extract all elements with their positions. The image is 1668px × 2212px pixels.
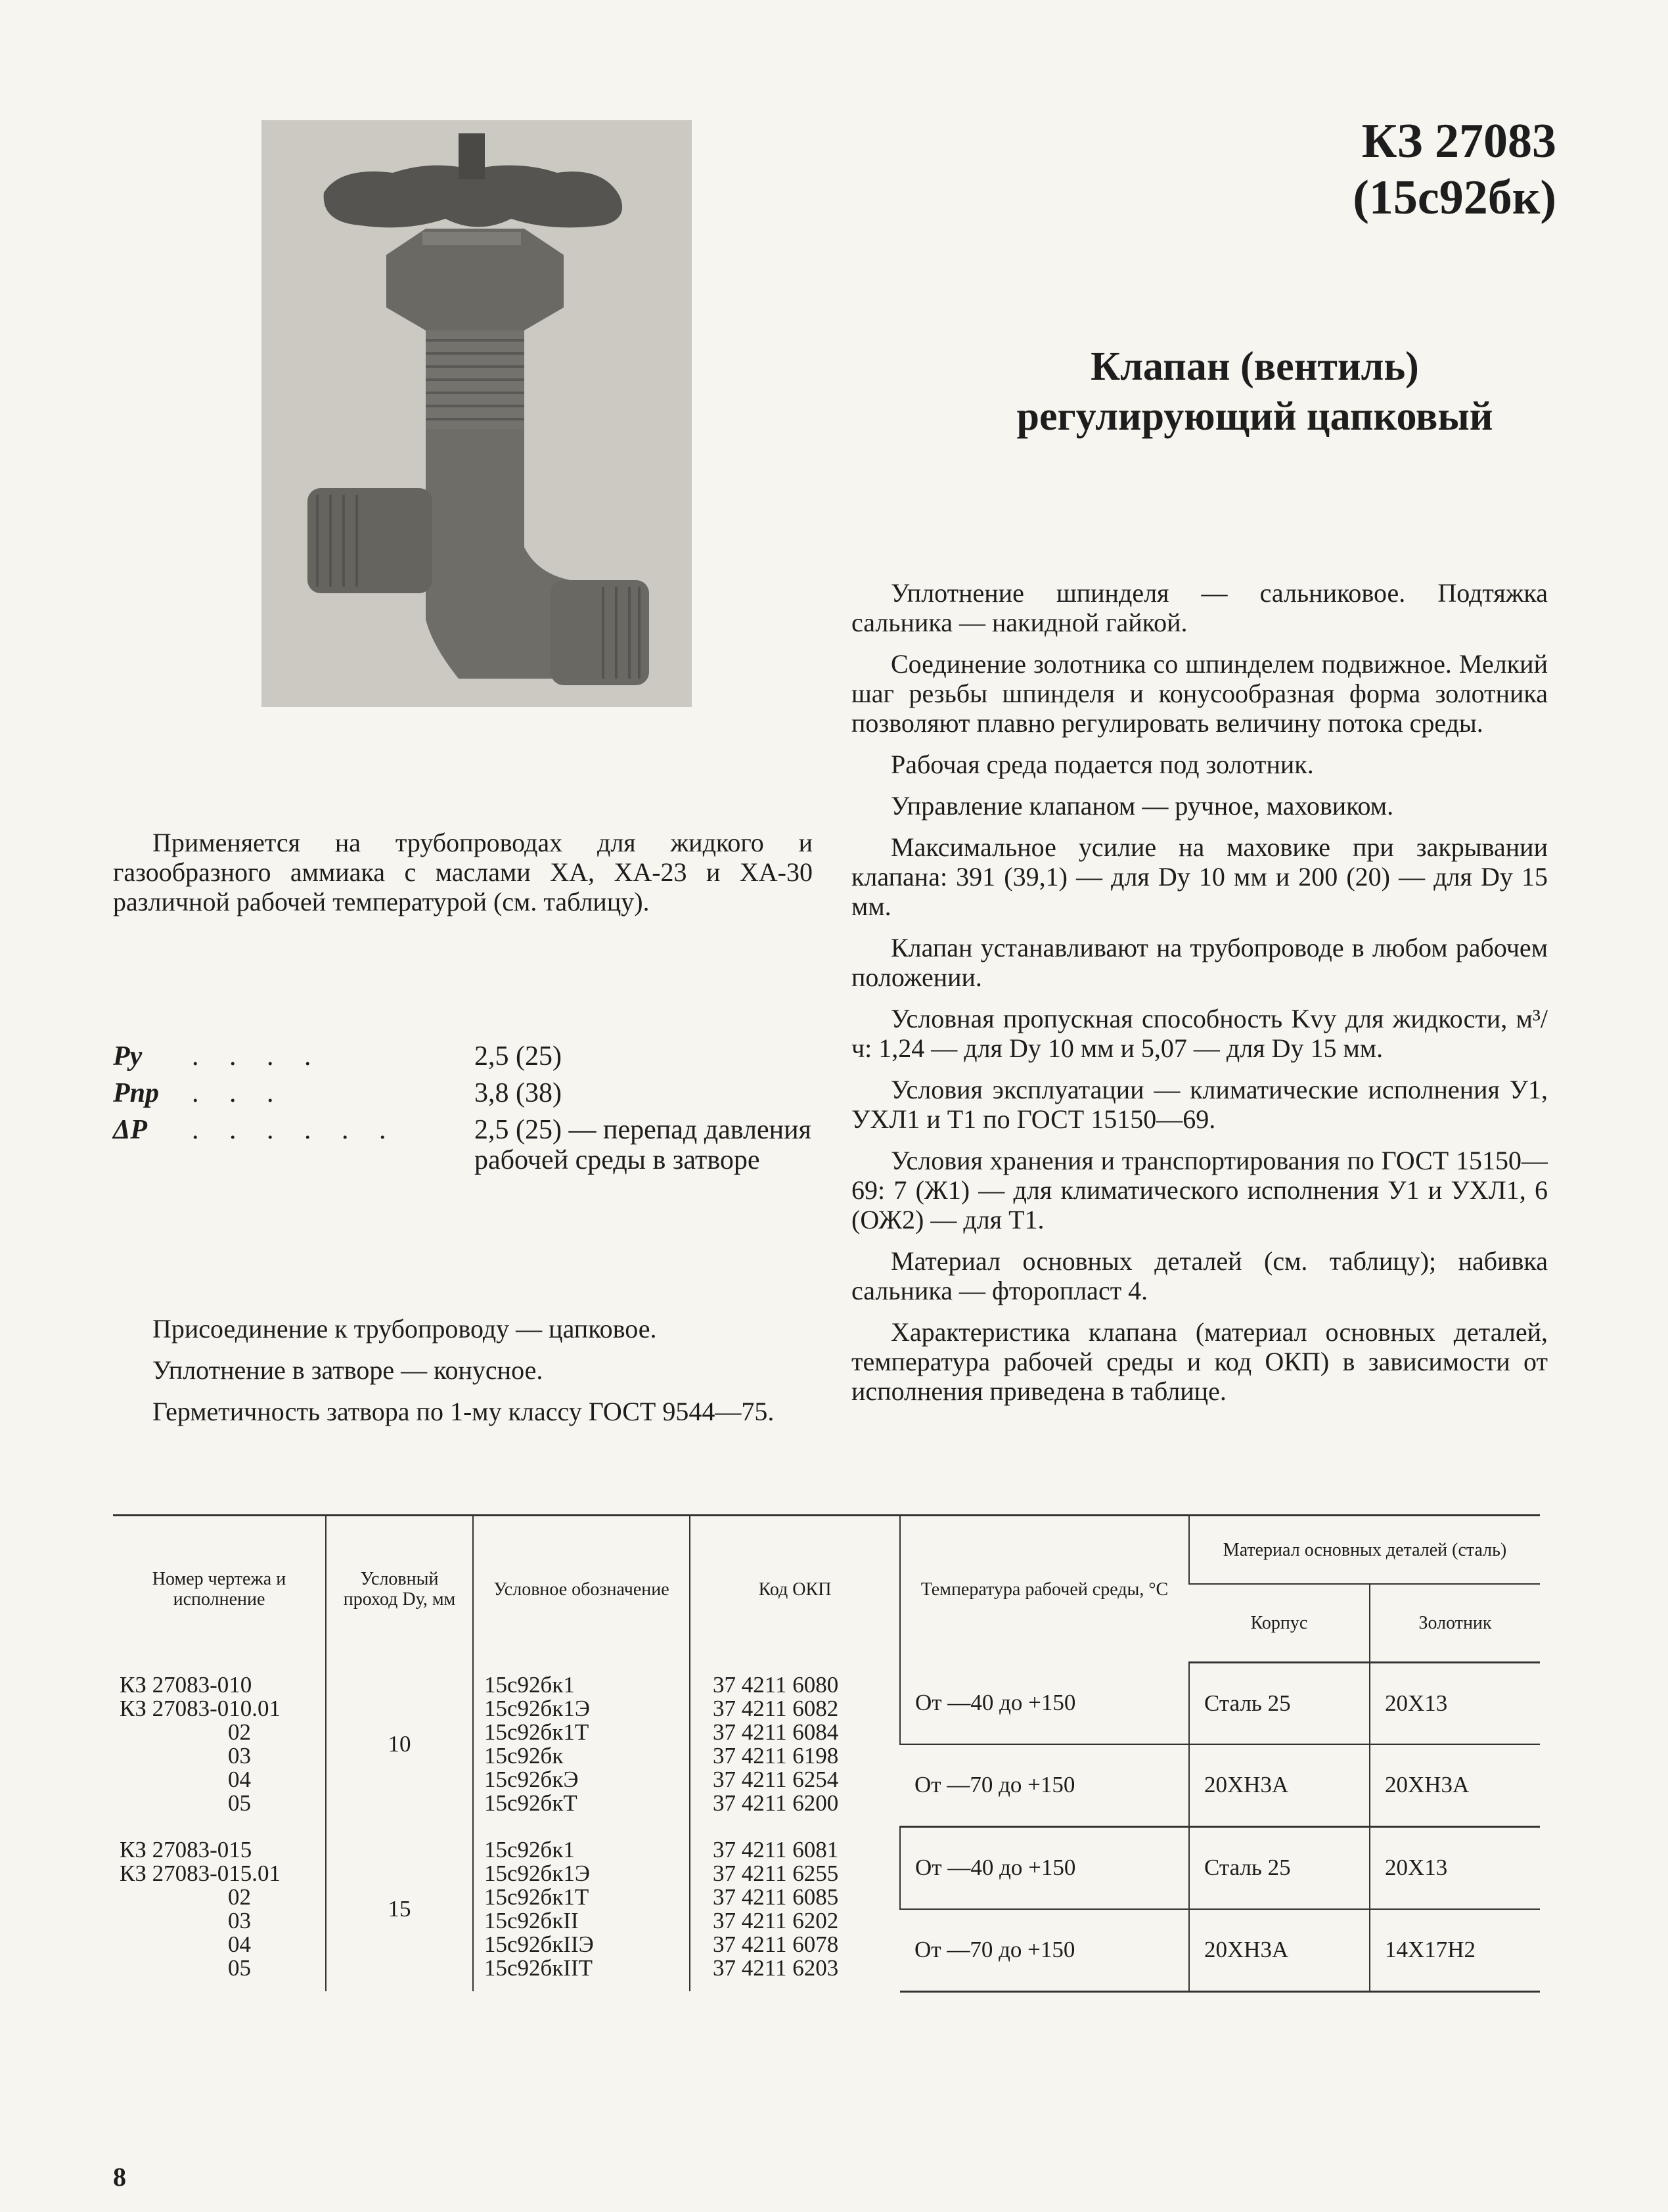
okp-code: 37 4211 6078	[713, 1931, 839, 1957]
designation: 15с92бкЭ	[484, 1767, 579, 1793]
drawing-number: 05	[228, 1954, 251, 1981]
designation: 15с92бк1Э	[484, 1696, 590, 1722]
body-material: 20ХН3А	[1189, 1744, 1370, 1827]
okp-code: 37 4211 6198	[713, 1743, 839, 1769]
product-code	[1353, 113, 1556, 226]
nominal-diameter: 10	[326, 1663, 473, 1827]
spec-value: 3,8 (38)	[474, 1078, 562, 1108]
header-material: Материал основных деталей (сталь)	[1189, 1516, 1540, 1585]
page-number: 8	[113, 2162, 126, 2192]
pressure-specs	[113, 1041, 816, 1182]
table-row	[113, 1663, 1540, 1744]
drawing-number: КЗ 27083-010	[120, 1672, 252, 1698]
drawing-number: 03	[228, 1743, 251, 1769]
temperature-range: От —40 до +150	[900, 1663, 1189, 1744]
temperature-range: От —70 до +150	[900, 1744, 1189, 1827]
specification-table	[113, 1514, 1540, 1993]
designation: 15с92бкII	[484, 1907, 579, 1933]
spec-leader: . . . . . .	[192, 1115, 398, 1145]
connection-paragraph: Уплотнение в затворе — конусное.	[152, 1355, 543, 1385]
designation: 15с92бк1Т	[484, 1719, 589, 1746]
designation: 15с92бк1	[484, 1672, 575, 1698]
application-text	[113, 828, 813, 928]
designation: 15с92бкТ	[484, 1790, 577, 1817]
plug-material: 20Х13	[1370, 1663, 1540, 1744]
designation: 15с92бкIIТ	[484, 1954, 593, 1981]
desc-paragraph: Материал основных деталей (см. таблицу); набивка сальника — фторопласт 4.	[851, 1246, 1548, 1305]
plug-material: 20Х13	[1370, 1826, 1540, 1909]
title-line-1: Клапан (вентиль)	[1091, 344, 1419, 389]
designations	[473, 1826, 690, 1991]
table-row	[113, 1826, 1540, 1909]
desc-paragraph: Условия хранения и транспортирования по ГОСТ 15150—69: 7 (Ж1) — для климатического исполнения У1 и УХЛ1, 6 (ОЖ2) — для Т1.	[851, 1146, 1548, 1234]
drawing-numbers	[113, 1826, 326, 1991]
desc-paragraph: Соединение золотника со шпинделем подвижное. Мелкий шаг резьбы шпинделя и конусообразная форма золотника позволяют плавно регулировать величину потока среды.	[851, 649, 1548, 738]
valve-photo	[261, 120, 692, 707]
desc-paragraph: Рабочая среда подается под золотник.	[891, 750, 1314, 779]
okp-code: 37 4211 6200	[713, 1790, 839, 1817]
spec-value: 2,5 (25) — перепад давления рабочей среды в затворе	[474, 1115, 811, 1175]
drawing-number: 03	[228, 1907, 251, 1933]
temperature-range: От —40 до +150	[900, 1826, 1189, 1909]
page-title	[907, 342, 1603, 441]
okp-code: 37 4211 6080	[713, 1672, 839, 1698]
header-temperature: Температура рабочей среды, °С	[900, 1516, 1189, 1663]
okp-code: 37 4211 6081	[713, 1836, 839, 1862]
okp-codes	[690, 1663, 900, 1827]
drawing-number: 02	[228, 1719, 251, 1746]
product-code-alt: (15с92бк)	[1353, 171, 1556, 225]
desc-paragraph: Условия эксплуатации — климатические исполнения У1, УХЛ1 и Т1 по ГОСТ 15150—69.	[851, 1075, 1548, 1134]
spec-symbol: Pпр	[113, 1078, 160, 1108]
okp-code: 37 4211 6082	[713, 1696, 839, 1722]
spec-symbol: Pу	[113, 1041, 143, 1072]
okp-code: 37 4211 6084	[713, 1719, 839, 1746]
desc-paragraph: Характеристика клапана (материал основных деталей, температура рабочей среды и код ОКП) в зависимости от исполнения приведена в таблице.	[851, 1317, 1548, 1406]
okp-code: 37 4211 6254	[713, 1767, 839, 1793]
body-material: Сталь 25	[1189, 1826, 1370, 1909]
drawing-number: 04	[228, 1767, 251, 1793]
header-dn: Условный проход Dу, мм	[326, 1516, 473, 1663]
plug-material: 20ХН3А	[1370, 1744, 1540, 1827]
connection-paragraph: Герметичность затвора по 1-му классу ГОСТ 9544—75.	[152, 1397, 775, 1426]
designation: 15с92бк1Э	[484, 1860, 590, 1886]
okp-code: 37 4211 6085	[713, 1884, 839, 1910]
application-paragraph: Применяется на трубопроводах для жидкого и газообразного аммиака с маслами ХА, ХА-23 и ХА-30 различной рабочей температурой (см. таблицу).	[113, 828, 813, 916]
header-okp: Код ОКП	[690, 1516, 900, 1663]
okp-code: 37 4211 6202	[713, 1907, 839, 1933]
spec-row-py	[113, 1041, 816, 1072]
drawing-number: КЗ 27083-010.01	[120, 1696, 281, 1722]
desc-paragraph: Управление клапаном — ручное, маховиком.	[891, 791, 1394, 821]
plug-material: 14Х17Н2	[1370, 1909, 1540, 1992]
drawing-number: КЗ 27083-015	[120, 1836, 252, 1862]
drawing-number: 02	[228, 1884, 251, 1910]
connection-paragraph: Присоединение к трубопроводу — цапковое.	[152, 1314, 657, 1343]
okp-codes	[690, 1826, 900, 1991]
connection-text	[113, 1314, 813, 1438]
temperature-range: От —70 до +150	[900, 1909, 1189, 1992]
designation: 15с92бк1Т	[484, 1884, 589, 1910]
spec-symbol: ΔP	[113, 1115, 147, 1145]
desc-paragraph: Клапан устанавливают на трубопроводе в любом рабочем положении.	[851, 933, 1548, 992]
title-line-2: регулирующий цапковый	[1016, 394, 1493, 439]
spec-leader: . . .	[192, 1078, 286, 1108]
header-plug: Золотник	[1370, 1584, 1540, 1663]
okp-code: 37 4211 6255	[713, 1860, 839, 1886]
spec-row-dp	[113, 1115, 816, 1175]
spec-leader: . . . .	[192, 1041, 323, 1072]
nominal-diameter: 15	[326, 1826, 473, 1991]
drawing-number: 05	[228, 1790, 251, 1817]
desc-paragraph: Максимальное усилие на маховике при закрывании клапана: 391 (39,1) — для Dу 10 мм и 200 (20) — для Dу 15 мм.	[851, 832, 1548, 921]
body-material: Сталь 25	[1189, 1663, 1370, 1744]
drawing-number: 04	[228, 1931, 251, 1957]
spec-value: 2,5 (25)	[474, 1041, 562, 1072]
designation: 15с92бк	[484, 1743, 564, 1769]
desc-paragraph: Уплотнение шпинделя — сальниковое. Подтяжка сальника — накидной гайкой.	[851, 578, 1548, 637]
drawing-number: КЗ 27083-015.01	[120, 1860, 281, 1886]
header-body: Корпус	[1189, 1584, 1370, 1663]
product-code-main: КЗ 27083	[1361, 114, 1556, 168]
designations	[473, 1663, 690, 1827]
header-drawing: Номер чертежа и исполнение	[113, 1516, 326, 1663]
body-material: 20ХН3А	[1189, 1909, 1370, 1992]
designation: 15с92бк1	[484, 1836, 575, 1862]
description-column	[851, 578, 1548, 1418]
okp-code: 37 4211 6203	[713, 1954, 839, 1981]
header-designation: Условное обозначение	[473, 1516, 690, 1663]
desc-paragraph: Условная пропускная способность Kvу для жидкости, м³/ч: 1,24 — для Dу 10 мм и 5,07 — для Dу 15 мм.	[851, 1004, 1548, 1063]
drawing-numbers	[113, 1663, 326, 1827]
designation: 15с92бкIIЭ	[484, 1931, 594, 1957]
spec-row-ppr	[113, 1078, 816, 1108]
